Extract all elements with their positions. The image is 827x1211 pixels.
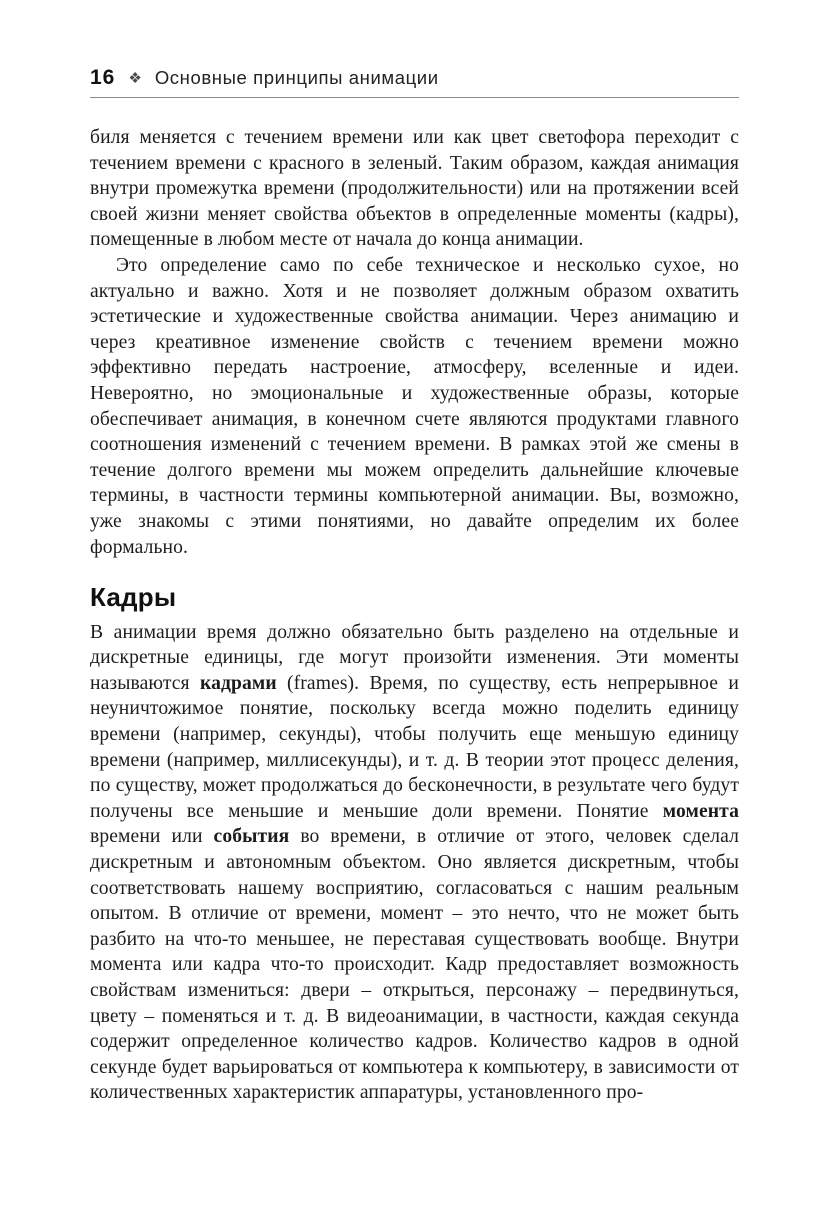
paragraph: [90, 253, 739, 560]
bold-term: кадрами: [199, 672, 277, 694]
bold-term: момента: [662, 800, 739, 822]
body-text: [90, 125, 739, 1106]
section-heading: Кадры: [90, 582, 177, 613]
text-run: (frames). Время, по существу, есть непрерывное и неуничтожимое понятие, поскольку всегда можно поделить единицу времени (например, секунды), чтобы получить еще меньшую единицу времени (например, миллисекунды), и т. д. В теории этот процесс деления, по существу, может продолжаться до бесконечности, в результате чего будут получены все меньшие и меньшие доли времени. Понятие: [90, 672, 739, 822]
text-run: времени или: [90, 826, 214, 848]
bold-term: события: [213, 826, 290, 848]
page-number: 16: [90, 66, 116, 89]
paragraph: [90, 620, 739, 1106]
diamond-ornament-icon: ❖: [128, 70, 142, 87]
text-run: во времени, в отличие от этого, человек сделал дискретным и автономным объектом. Оно является дискретным, чтобы соответствовать нашему восприятию, согласоваться с нашим реальным опытом. В отличие от времени, момент – это нечто, что не может быть разбито на что-то меньшее, не переставая существовать вообще. Внутри момента или кадра что-то происходит. Кадр предоставляет возможность свойствам измениться: двери – открыться, персонажу – передвинуться, цвету – поменяться и т. д. В видеоанимации, в частности, каждая секунда содержит определенное количество кадров. Количество кадров в одной секунде будет варьироваться от компьютера к компьютеру, в зависимости от количественных характеристик аппаратуры, установленного про-: [90, 826, 739, 1104]
text-run: биля меняется с течением времени или как цвет светофора переходит с течением времени с красного в зеленый. Таким образом, каждая анимация внутри промежутка времени (продолжительности) или на протяжении всей своей жизни меняет свойства объектов в определенные моменты (кадры), помещенные в любом месте от начала до конца анимации.: [90, 127, 739, 251]
paragraph: [90, 125, 739, 253]
text-run: В анимации время должно обязательно быть разделено на отдельные и дискретные единицы, где могут произойти изменения. Эти моменты называются: [90, 621, 739, 694]
chapter-title: Основные принципы анимации: [154, 67, 439, 88]
running-header: [90, 66, 739, 98]
text-run: Это определение само по себе техническое и несколько сухое, но актуально и важно. Хотя и не позволяет должным образом охватить эстетические и художественные свойства анимации. Через анимацию и через креативное изменение свойств с течением времени можно эффективно передать настроение, атмосферу, вселенные и идеи. Невероятно, но эмоциональные и художественные образы, которые обеспечивает анимация, в конечном счете являются продуктами главного соотношения изменений с течением времени. В рамках этой же смены в течение долгого времени мы можем определить дальнейшие ключевые термины, в частности термины компьютерной анимации. Вы, возможно, уже знакомы с этими понятиями, но давайте определим их более формально.: [90, 254, 739, 558]
